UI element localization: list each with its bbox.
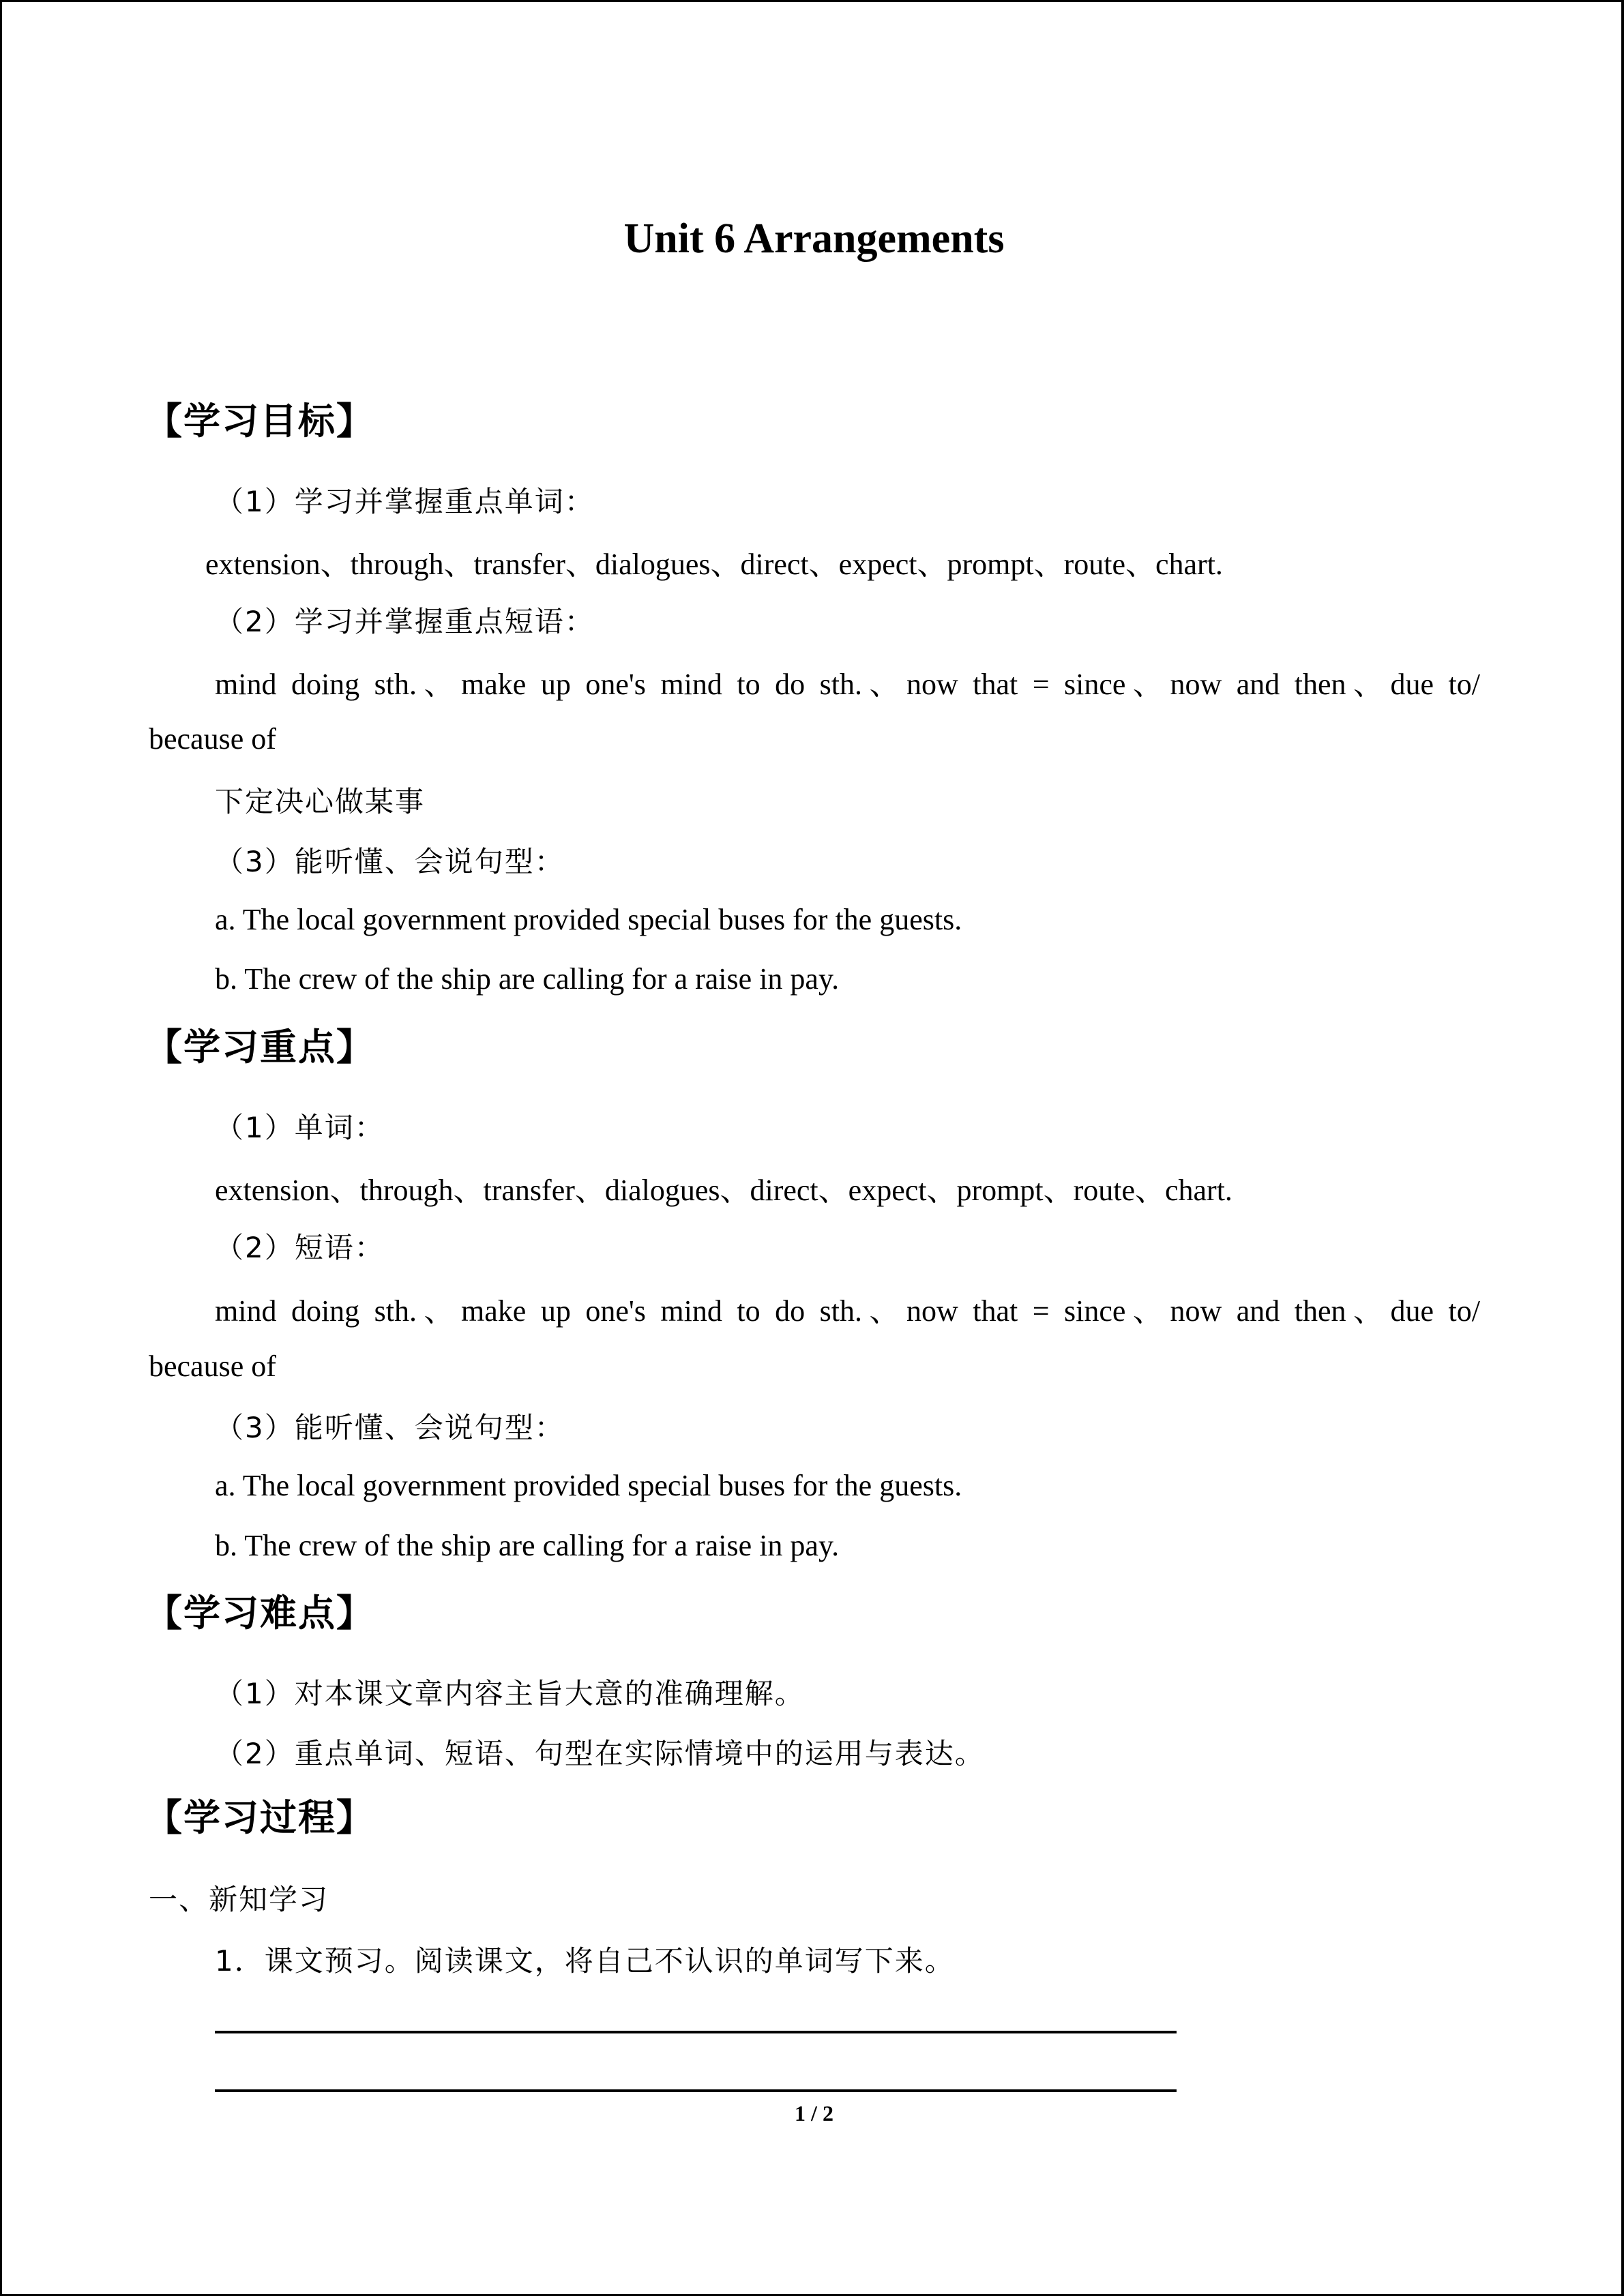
difficulties-item1: （1）对本课文章内容主旨大意的准确理解。 bbox=[215, 1677, 805, 1710]
answer-blank-line-1 bbox=[215, 2031, 1177, 2033]
key-points-sentence-b: b. The crew of the ship are calling for a raise in pay. bbox=[215, 1529, 840, 1562]
objectives-item2-label: （2）学习并掌握重点短语： bbox=[215, 605, 595, 638]
objectives-item3-label: （3）能听懂、会说句型： bbox=[215, 845, 565, 878]
process-part1-title: 一、新知学习 bbox=[149, 1883, 329, 1916]
section-heading-objectives: 【学习目标】 bbox=[145, 400, 374, 443]
process-task1: 1．课文预习。阅读课文，将自己不认识的单词写下来。 bbox=[215, 1944, 955, 1978]
key-points-phrases-line1: mind doing sth.、make up one's mind to do sth.、now that = since、now and then、due to/ bbox=[215, 1294, 1480, 1328]
objectives-phrases-line1: mind doing sth.、make up one's mind to do sth.、now that = since、now and then、due to/ bbox=[215, 668, 1480, 701]
objectives-sentence-b: b. The crew of the ship are calling for a raise in pay. bbox=[215, 962, 840, 996]
objectives-phrases-line2: because of bbox=[149, 722, 276, 756]
section-heading-difficulties: 【学习难点】 bbox=[145, 1592, 374, 1635]
page-number: 1 / 2 bbox=[795, 2101, 833, 2126]
section-heading-process: 【学习过程】 bbox=[145, 1796, 374, 1839]
objectives-phrase-meaning: 下定决心做某事 bbox=[215, 785, 426, 818]
key-points-item2-label: （2）短语： bbox=[215, 1231, 385, 1264]
section-heading-key-points: 【学习重点】 bbox=[145, 1026, 374, 1069]
objectives-words: extension、through、transfer、dialogues、direct、expect、prompt、route、chart. bbox=[205, 548, 1223, 581]
document-title: Unit 6 Arrangements bbox=[623, 215, 1005, 262]
key-points-sentence-a: a. The local government provided special buses for the guests. bbox=[215, 1469, 962, 1502]
answer-blank-line-2 bbox=[215, 2089, 1177, 2092]
objectives-sentence-a: a. The local government provided special buses for the guests. bbox=[215, 903, 962, 936]
key-points-item3-label: （3）能听懂、会说句型： bbox=[215, 1411, 565, 1444]
key-points-phrases-line2: because of bbox=[149, 1350, 276, 1383]
objectives-item1-label: （1）学习并掌握重点单词： bbox=[215, 485, 595, 518]
key-points-item1-label: （1）单词： bbox=[215, 1111, 385, 1144]
difficulties-item2: （2）重点单词、短语、句型在实际情境中的运用与表达。 bbox=[215, 1737, 985, 1770]
key-points-words: extension、through、transfer、dialogues、direct、expect、prompt、route、chart. bbox=[215, 1174, 1232, 1207]
